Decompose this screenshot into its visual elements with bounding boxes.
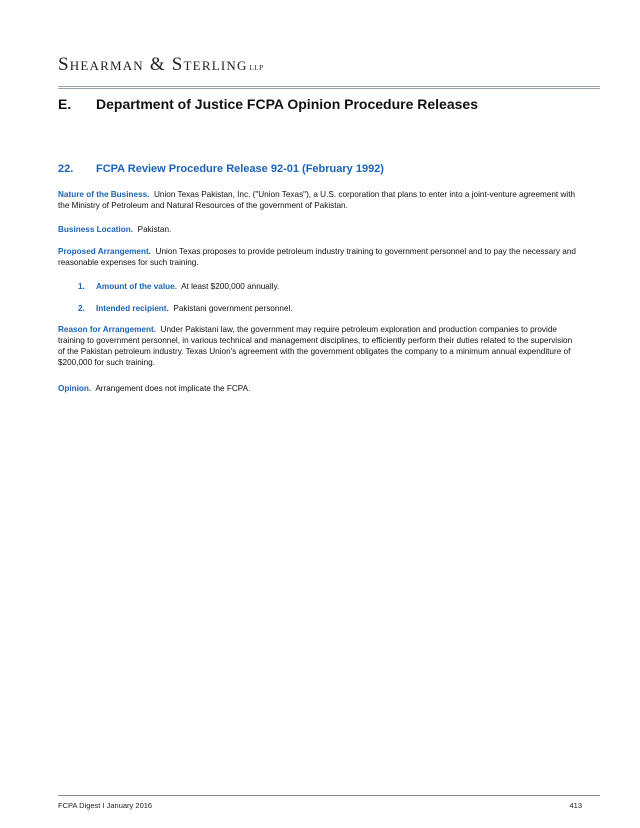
list-item-lead: Intended recipient. — [96, 304, 169, 313]
arrangement-lead: Proposed Arrangement. — [58, 247, 151, 256]
opinion-paragraph — [58, 383, 578, 394]
list-item-number: 2. — [78, 304, 85, 313]
release-number: 22. — [58, 163, 74, 175]
opinion-text: Arrangement does not implicate the FCPA. — [95, 384, 251, 393]
reason-lead: Reason for Arrangement. — [58, 325, 156, 334]
list-item-text: Pakistani government personnel. — [173, 304, 293, 313]
location-text: Pakistan. — [137, 225, 172, 234]
footer-publication: FCPA Digest I January 2016 — [58, 801, 153, 810]
firm-logo — [58, 54, 264, 76]
section-heading — [58, 96, 478, 112]
location-lead: Business Location. — [58, 225, 134, 234]
nature-lead: Nature of the Business. — [58, 190, 150, 199]
list-item — [78, 303, 578, 314]
location-paragraph — [58, 224, 578, 235]
release-heading — [58, 163, 384, 175]
reason-paragraph — [58, 324, 578, 368]
arrangement-text: Union Texas proposes to provide petroleum industry training to government personnel and to pay the necessary and reasonable expenses for such training. — [58, 247, 576, 267]
opinion-lead: Opinion. — [58, 384, 92, 393]
release-title: FCPA Review Procedure Release 92-01 (February 1992) — [96, 163, 384, 175]
footer-rule — [58, 795, 600, 796]
firm-logo-text: Shearman & Sterling — [58, 54, 248, 75]
list-item-lead: Amount of the value. — [96, 282, 177, 291]
section-number: E. — [58, 96, 72, 112]
list-item-text: At least $200,000 annually. — [181, 282, 280, 291]
header-rule — [58, 86, 600, 89]
firm-logo-suffix: LLP — [249, 64, 264, 72]
nature-text: Union Texas Pakistan, Inc. ("Union Texas"), a U.S. corporation that plans to enter into a joint-venture agreement with the Ministry of Petroleum and Natural Resources of the government of Pakistan. — [58, 190, 576, 210]
reason-text: Under Pakistani law, the government may require petroleum exploration and production companies to provide training to government personnel, in various technical and management disciplines, to efficiently perform their duties related to the supervision of the Pakistan petroleum industry. Texas Union's agreement with the government obligates the company to a minimum annual expenditure of $200,000 for such training. — [58, 325, 573, 367]
page-number: 413 — [569, 801, 582, 810]
list-item-number: 1. — [78, 282, 85, 291]
nature-paragraph — [58, 189, 578, 211]
arrangement-paragraph — [58, 246, 578, 268]
list-item — [78, 281, 578, 292]
section-title: Department of Justice FCPA Opinion Procedure Releases — [96, 96, 478, 112]
